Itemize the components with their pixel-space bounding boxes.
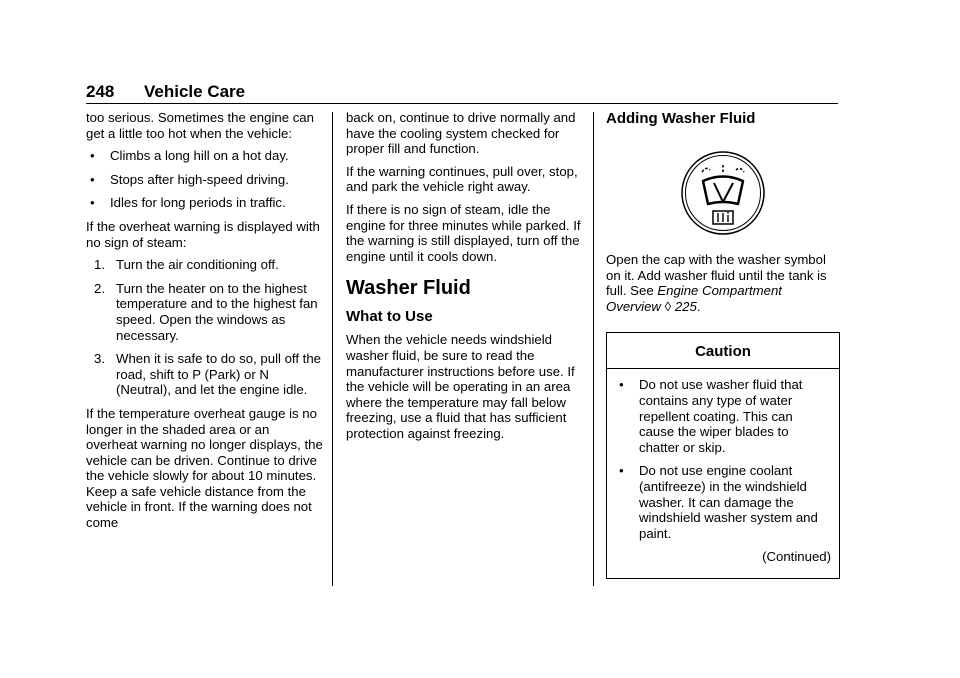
adding-washer-fluid-heading: Adding Washer Fluid [606, 110, 756, 127]
what-to-use-paragraph: When the vehicle needs windshield washer fluid, be sure to read the manufacturer instructions before use. If the vehicle will be operating in an area where the temperature may fall below freezing, use a fluid that has sufficient protection against freezing. [346, 332, 575, 441]
bullet-dot: • [90, 148, 95, 164]
warning-paragraph: If the warning continues, pull over, stop, and park the vehicle right away. [346, 163, 578, 195]
bullet-dot: • [90, 195, 95, 211]
adding-fluid-paragraph [606, 252, 840, 314]
engine-compartment-link[interactable]: Engine Compartment Overview [606, 283, 782, 314]
continued-label: (Continued) [762, 549, 831, 565]
step-text: Turn the heater on to the highest temperature and to the highest fan speed. Open the windows as necessary. [116, 280, 318, 343]
washer-fluid-heading: Washer Fluid [346, 277, 471, 300]
bullet-item [86, 148, 324, 164]
column-1 [86, 110, 324, 538]
header-rule [86, 103, 838, 104]
step-number: 3. [94, 351, 105, 367]
bullet-dot: • [90, 171, 95, 187]
caution-bullet [615, 463, 831, 541]
caution-text: Do not use washer fluid that contains any type of water repellent coating. This can cause the wiper blades to chatter or skip. [639, 377, 803, 455]
bullet-text: Stops after high-speed driving. [110, 171, 289, 187]
sentence-end: . [696, 298, 701, 314]
continue-paragraph: back on, continue to drive normally and have the cooling system checked for proper fill and function. [346, 110, 576, 157]
bullet-dot: • [619, 463, 624, 479]
step-item [86, 281, 324, 343]
adding-fluid-text: Open the cap with the washer symbol on it. Add washer fluid until the tank is full. See [606, 252, 827, 299]
bullet-item [86, 195, 324, 211]
step-item [86, 351, 324, 398]
caution-rule [607, 368, 839, 369]
what-to-use-heading: What to Use [346, 308, 433, 326]
page-number: 248 [86, 82, 115, 101]
page-reference[interactable]: 225 [674, 298, 697, 314]
page-header [86, 82, 838, 104]
washer-fluid-cap-icon [680, 150, 766, 236]
step-text: When it is safe to do so, pull off the road, shift to P (Park) or N (Neutral), and let the engine idle. [116, 351, 322, 398]
step-number: 1. [94, 257, 105, 273]
bullet-text: Idles for long periods in traffic. [110, 195, 286, 211]
overheat-paragraph: If the overheat warning is displayed with no sign of steam: [86, 218, 320, 250]
caution-bullet [615, 377, 831, 455]
bullet-dot: • [619, 377, 624, 393]
step-item [86, 257, 324, 273]
bullet-text: Climbs a long hill on a hot day. [110, 148, 289, 164]
section-title: Vehicle Care [144, 82, 246, 101]
step-number: 2. [94, 280, 105, 296]
gauge-paragraph: If the temperature overheat gauge is no longer in the shaded area or an overheat warning no longer displays, the vehicle can be driven. Continue to drive the vehicle slowly for about 10 minutes. Keep a safe vehicle distance from the vehicle in front. If the warning does not come [86, 405, 323, 531]
step-text: Turn the air conditioning off. [116, 257, 279, 273]
bullet-item [86, 172, 324, 188]
caution-text: Do not use engine coolant (antifreeze) in the windshield washer. It can damage the windshield washer system and paint. [639, 463, 818, 541]
column-2 [346, 110, 582, 449]
washer-icon-area [606, 148, 840, 240]
caution-title: Caution [695, 343, 751, 361]
column-divider-1 [332, 112, 333, 586]
column-divider-2 [593, 112, 594, 586]
column-3 [606, 110, 840, 579]
steam-paragraph: If there is no sign of steam, idle the engine for three minutes while parked. If the warning is still displayed, turn off the engine until it cools down. [346, 201, 581, 264]
intro-paragraph: too serious. Sometimes the engine can get a little too hot when the vehicle: [86, 110, 314, 141]
page-reference-icon: ◊ [664, 298, 672, 314]
caution-box [606, 332, 840, 579]
